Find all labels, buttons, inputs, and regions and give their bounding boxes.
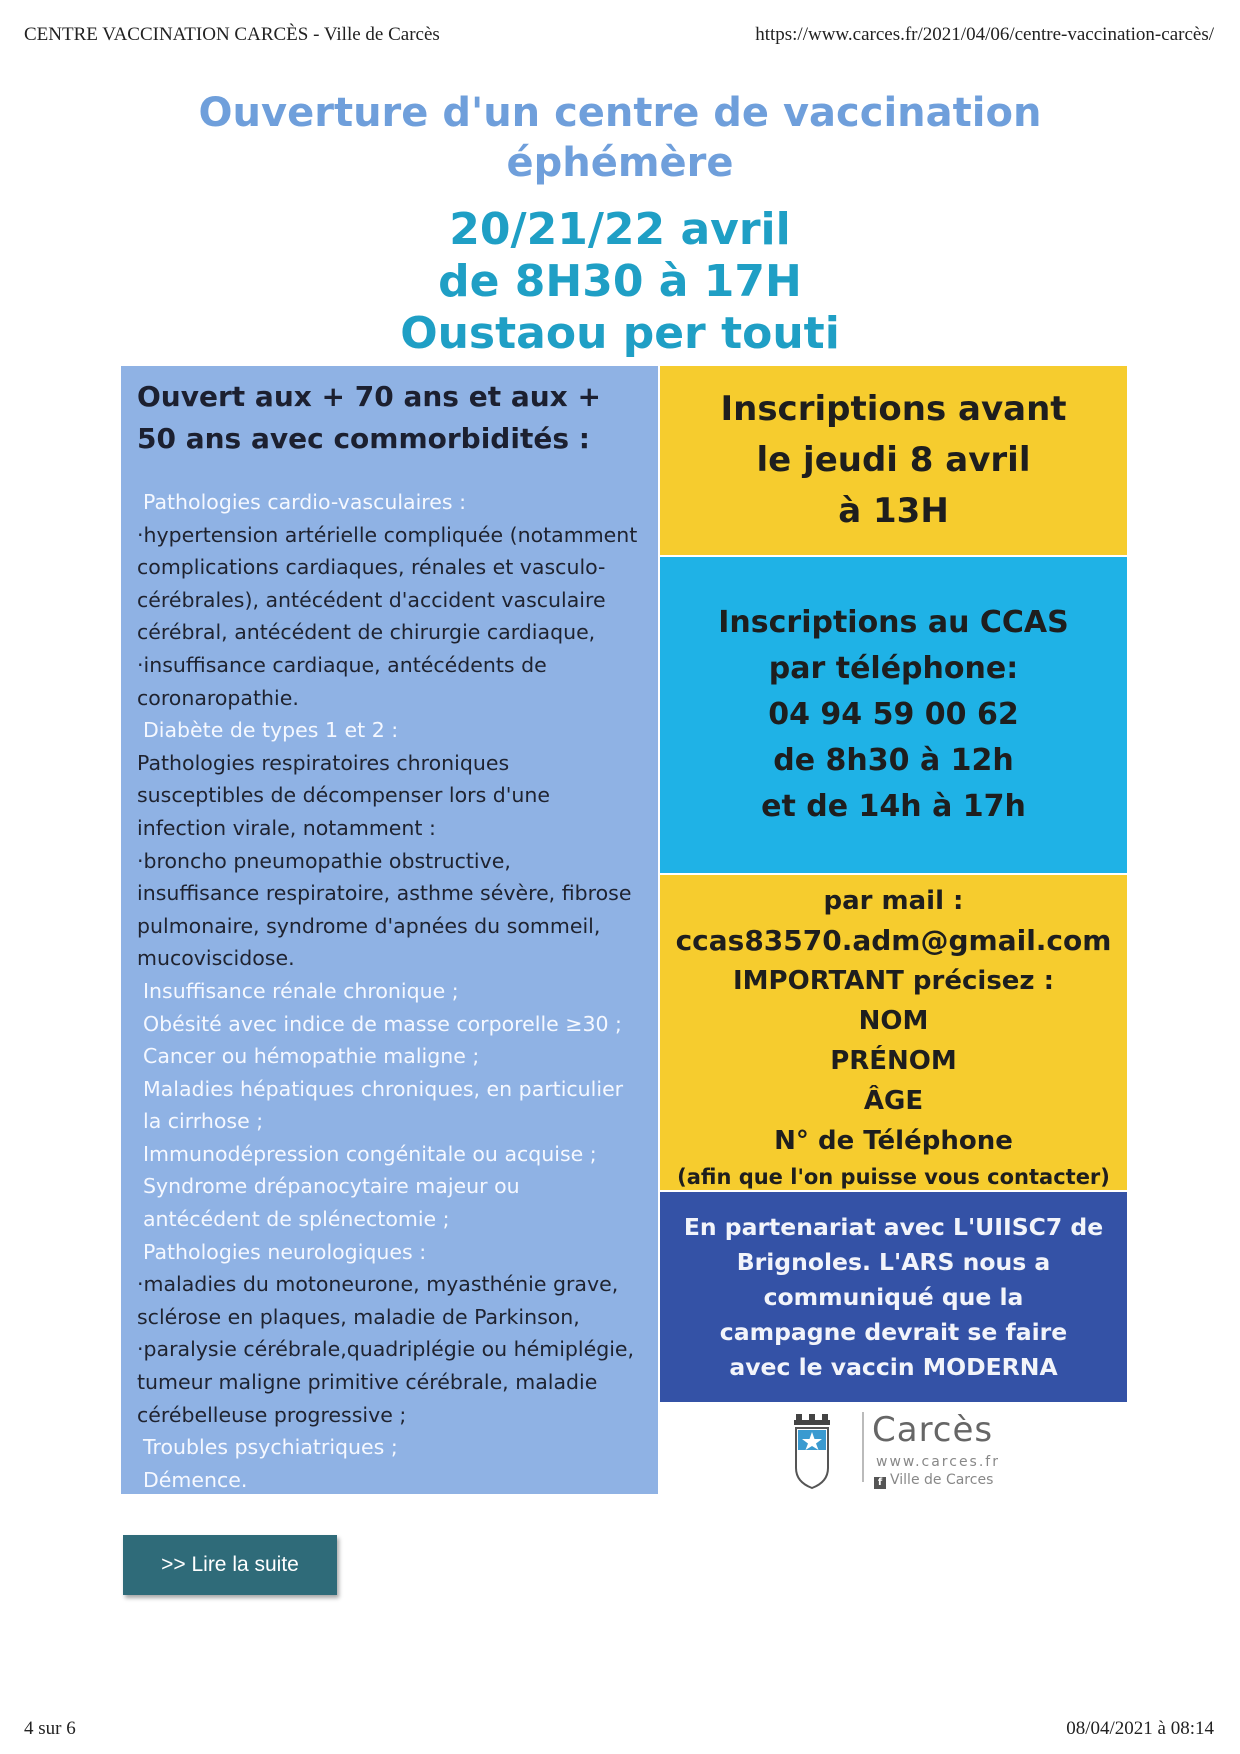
- read-more-button[interactable]: >> Lire la suite: [123, 1535, 337, 1595]
- event-dates: [120, 204, 1120, 360]
- eligibility-item: Cancer ou hémopathie maligne ;: [143, 1044, 480, 1069]
- eligibility-item: Pathologies respiratoires chroniques: [137, 750, 510, 775]
- required-field: NOM: [858, 1006, 929, 1036]
- eligibility-item: Diabète de types 1 et 2 :: [143, 718, 399, 743]
- coat-of-arms-icon: [792, 1414, 832, 1490]
- title-line: Ouverture d'un centre de vaccination: [198, 90, 1042, 136]
- facebook-label: Ville de Carces: [890, 1472, 994, 1488]
- eligibility-list: [137, 486, 644, 1496]
- phone-number: 04 94 59 00 62: [768, 697, 1019, 732]
- partner-line: campagne devrait se faire: [719, 1317, 1068, 1346]
- deadline-line: à 13H: [838, 491, 949, 531]
- heading-line: Ouvert aux + 70 ans et aux +: [137, 380, 601, 413]
- partner-line: En partenariat avec L'UIISC7 de: [683, 1212, 1104, 1241]
- heading-line: 50 ans avec commorbidités :: [137, 422, 590, 455]
- eligibility-item: cérébrales), antécédent d'accident vasculaire: [137, 587, 606, 612]
- phone-line: et de 14h à 17h: [761, 789, 1026, 824]
- required-field: N° de Téléphone: [774, 1126, 1013, 1156]
- eligibility-item: ·insuffisance cardiaque, antécédents de: [137, 652, 547, 677]
- eligibility-item: susceptibles de décompenser lors d'une: [137, 783, 551, 808]
- phone-line: par téléphone:: [768, 651, 1019, 686]
- deadline-line: le jeudi 8 avril: [756, 440, 1031, 480]
- eligibility-item: antécédent de splénectomie ;: [143, 1207, 450, 1232]
- eligibility-item: pulmonaire, syndrome d'apnées du sommeil,: [137, 913, 601, 938]
- phone-registration-block: [660, 557, 1127, 873]
- partner-line: communiqué que la: [763, 1282, 1024, 1311]
- phone-line: de 8h30 à 12h: [773, 743, 1014, 778]
- eligibility-item: Pathologies neurologiques :: [143, 1239, 427, 1264]
- eligibility-item: ·broncho pneumopathie obstructive,: [137, 848, 511, 873]
- facebook-icon: f: [874, 1477, 886, 1489]
- mail-label: par mail :: [823, 886, 964, 916]
- eligibility-item: Insuffisance rénale chronique ;: [143, 978, 459, 1003]
- eligibility-item: la cirrhose ;: [143, 1109, 264, 1134]
- eligibility-item: cérébelleuse progressive ;: [137, 1402, 407, 1427]
- print-timestamp: 08/04/2021 à 08:14: [1066, 1718, 1214, 1739]
- eligibility-item: coronaropathie.: [137, 685, 299, 710]
- eligibility-item: Démence.: [143, 1467, 248, 1492]
- required-field: PRÉNOM: [830, 1046, 957, 1076]
- eligibility-item: ·paralysie cérébrale,quadriplégie ou hémiplégie,: [137, 1337, 635, 1362]
- eligibility-item: ·hypertension artérielle compliquée (notamment: [137, 522, 638, 547]
- eligibility-item: sclérose en plaques, maladie de Parkinson,: [137, 1304, 580, 1329]
- eligibility-item: Pathologies cardio-vasculaires :: [143, 490, 466, 514]
- mail-registration-block: [660, 875, 1127, 1190]
- print-header-title: CENTRE VACCINATION CARCÈS - Ville de Carcès: [24, 24, 440, 45]
- eligibility-panel: [121, 366, 658, 1494]
- carces-logo: [792, 1408, 1032, 1490]
- partner-line: Brignoles. L'ARS nous a: [736, 1247, 1051, 1276]
- eligibility-item: infection virale, notamment :: [137, 815, 436, 840]
- deadline-line: Inscriptions avant: [720, 389, 1067, 429]
- required-field: ÂGE: [863, 1086, 924, 1116]
- logo-facebook: [874, 1472, 993, 1489]
- email-address: ccas83570.adm@gmail.com: [675, 924, 1112, 957]
- phone-line: Inscriptions au CCAS: [718, 605, 1069, 640]
- partner-line: avec le vaccin MODERNA: [729, 1352, 1058, 1381]
- logo-separator: [862, 1412, 864, 1482]
- contact-note: (afin que l'on puisse vous contacter): [677, 1165, 1110, 1189]
- deadline-block: [660, 366, 1127, 555]
- date-line: de 8H30 à 17H: [438, 256, 802, 307]
- logo-url: www.carces.fr: [876, 1454, 1000, 1470]
- eligibility-item: Obésité avec indice de masse corporelle ≥30 ;: [143, 1011, 622, 1036]
- title-line: éphémère: [506, 140, 734, 186]
- page-number: 4 sur 6: [24, 1718, 76, 1739]
- eligibility-item: mucoviscidose.: [137, 946, 295, 971]
- eligibility-item: tumeur maligne primitive cérébrale, maladie: [137, 1370, 598, 1395]
- eligibility-item: insuffisance respiratoire, asthme sévère, fibrose: [137, 881, 632, 906]
- eligibility-heading: [137, 376, 644, 460]
- eligibility-item: complications cardiaques, rénales et vasculo-: [137, 555, 606, 580]
- logo-name: Carcès: [872, 1410, 994, 1450]
- partnership-block: [660, 1192, 1127, 1402]
- page-title: [120, 88, 1120, 188]
- important-label: IMPORTANT précisez :: [732, 966, 1055, 996]
- date-line: 20/21/22 avril: [449, 204, 791, 255]
- eligibility-item: ·maladies du motoneurone, myasthénie grave,: [137, 1272, 619, 1297]
- eligibility-item: Syndrome drépanocytaire majeur ou: [143, 1174, 520, 1199]
- date-line: Oustaou per touti: [400, 308, 840, 359]
- eligibility-item: Troubles psychiatriques ;: [143, 1435, 398, 1460]
- print-header-url: https://www.carces.fr/2021/04/06/centre-vaccination-carcès/: [755, 24, 1214, 45]
- eligibility-item: Maladies hépatiques chroniques, en particulier: [143, 1076, 624, 1101]
- eligibility-item: Immunodépression congénitale ou acquise ;: [143, 1141, 597, 1166]
- eligibility-item: cérébral, antécédent de chirurgie cardiaque,: [137, 620, 596, 645]
